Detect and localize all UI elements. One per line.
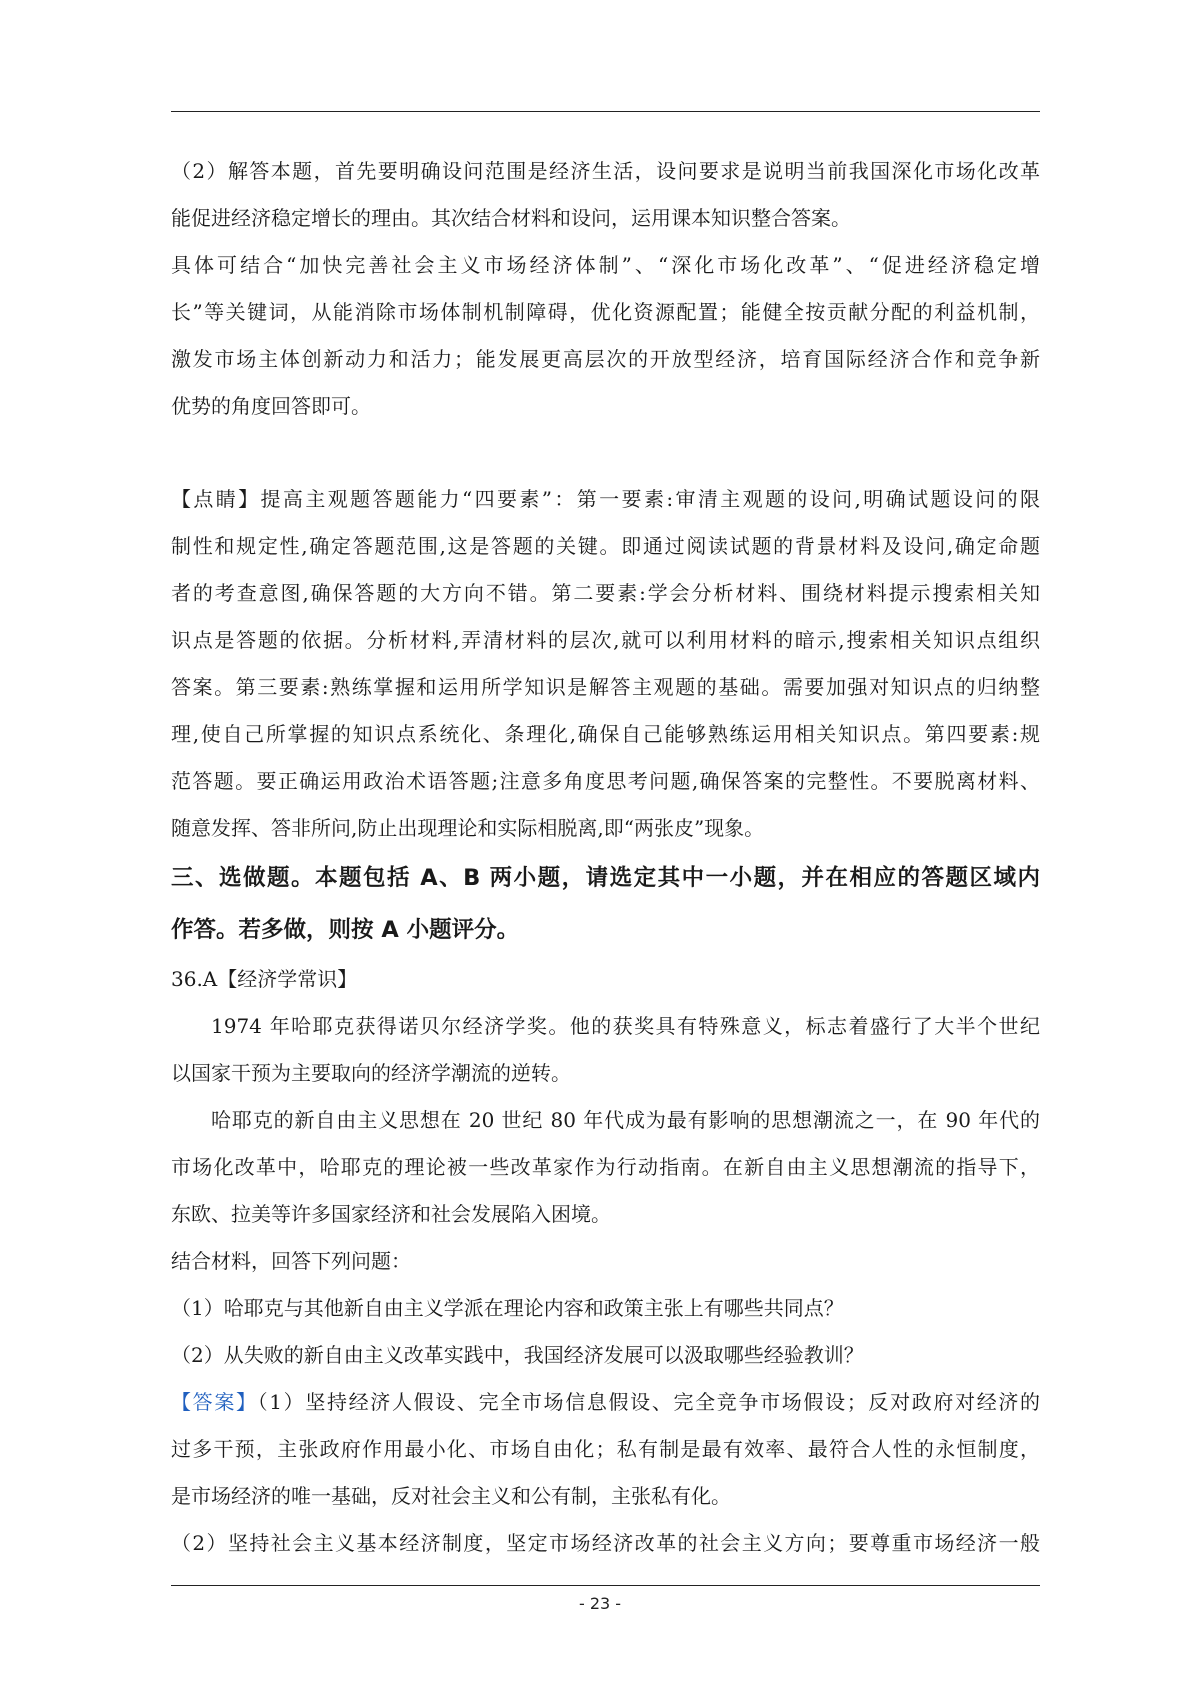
tip-paragraph xyxy=(171,476,1040,852)
analysis-paragraph-1 xyxy=(171,148,1040,242)
text-line: 答案。第三要素:熟练掌握和运用所学知识是解答主观题的基础。需要加强对知识点的归纳整 xyxy=(171,675,1040,699)
text-line: 能促进经济稳定增长的理由。其次结合材料和设问，运用课本知识整合答案。 xyxy=(171,206,851,230)
page-body xyxy=(171,148,1040,1567)
text-line: 过多干预，主张政府作用最小化、市场自由化；私有制是最有效率、最符合人性的永恒制度， xyxy=(171,1437,1040,1461)
text-line: 是市场经济的唯一基础，反对社会主义和公有制，主张私有化。 xyxy=(171,1484,731,1508)
answer-block xyxy=(171,1379,1040,1567)
text-line: 【点睛】提高主观题答题能力“四要素”：第一要素:审清主观题的设问,明确试题设问的限 xyxy=(171,487,1040,511)
sub-question-2: （2）从失败的新自由主义改革实践中，我国经济发展可以汲取哪些经验教训？ xyxy=(171,1343,864,1367)
section-heading-line: 三、选做题。本题包括 A、B 两小题，请选定其中一小题，并在相应的答题区域内 xyxy=(171,865,1040,891)
footer-rule xyxy=(171,1585,1040,1586)
answer-text: （1）坚持经济人假设、完全市场信息假设、完全竞争市场假设；反对政府对经济的 xyxy=(257,1390,1040,1414)
analysis-paragraph-2 xyxy=(171,242,1040,430)
text-line: 优势的角度回答即可。 xyxy=(171,394,371,418)
text-line: 具体可结合“加快完善社会主义市场经济体制”、“深化市场化改革”、“促进经济稳定增 xyxy=(171,253,1040,277)
material-paragraph-2 xyxy=(171,1097,1040,1238)
text-line: 范答题。要正确运用政治术语答题;注意多角度思考问题,确保答案的完整性。不要脱离材料、 xyxy=(171,769,1040,793)
text-line: 市场化改革中，哈耶克的理论被一些改革家作为行动指南。在新自由主义思想潮流的指导下， xyxy=(171,1155,1040,1179)
text-line: 激发市场主体创新动力和活力；能发展更高层次的开放型经济，培育国际经济合作和竞争新 xyxy=(171,347,1040,371)
material-paragraph-1 xyxy=(171,1003,1040,1097)
text-line: 哈耶克的新自由主义思想在 20 世纪 80 年代成为最有影响的思想潮流之一，在 90 年代的 xyxy=(211,1108,1040,1132)
answer-label: 【答案】 xyxy=(171,1390,258,1414)
page-number: - 23 - xyxy=(578,1594,622,1613)
sub-question-1: （1）哈耶克与其他新自由主义学派在理论内容和政策主张上有哪些共同点？ xyxy=(171,1296,844,1320)
text-line: 者的考查意图,确保答题的大方向不错。第二要素:学会分析材料、围绕材料提示搜索相关知 xyxy=(171,581,1040,605)
text-line: 制性和规定性,确定答题范围,这是答题的关键。即通过阅读试题的背景材料及设问,确定命题 xyxy=(171,534,1040,558)
text-line: 随意发挥、答非所问,防止出现理论和实际相脱离,即“两张皮”现象。 xyxy=(171,816,765,840)
text-line: 识点是答题的依据。分析材料,弄清材料的层次,就可以利用材料的暗示,搜索相关知识点组织 xyxy=(171,628,1040,652)
question-prompt: 结合材料，回答下列问题： xyxy=(171,1249,411,1273)
header-rule xyxy=(171,111,1040,112)
text-line: （2）解答本题，首先要明确设问范围是经济生活，设问要求是说明当前我国深化市场化改革 xyxy=(171,159,1040,183)
text-line: （2）坚持社会主义基本经济制度，坚定市场经济改革的社会主义方向；要尊重市场经济一般 xyxy=(171,1531,1040,1555)
section-heading-line: 作答。若多做，则按 A 小题评分。 xyxy=(171,917,520,943)
paragraph-gap xyxy=(171,430,1040,476)
text-line: 长”等关键词，从能消除市场体制机制障碍，优化资源配置；能健全按贡献分配的利益机制， xyxy=(171,300,1040,324)
section-heading xyxy=(171,852,1040,956)
answer-first-line xyxy=(171,1379,1040,1426)
text-line: 理,使自己所掌握的知识点系统化、条理化,确保自己能够熟练运用相关知识点。第四要素:规 xyxy=(171,722,1040,746)
text-line: 东欧、拉美等许多国家经济和社会发展陷入困境。 xyxy=(171,1202,611,1226)
question-title: 36.A【经济学常识】 xyxy=(171,967,358,991)
text-line: 以国家干预为主要取向的经济学潮流的逆转。 xyxy=(171,1061,571,1085)
text-line: 1974 年哈耶克获得诺贝尔经济学奖。他的获奖具有特殊意义，标志着盛行了大半个世纪 xyxy=(211,1014,1040,1038)
